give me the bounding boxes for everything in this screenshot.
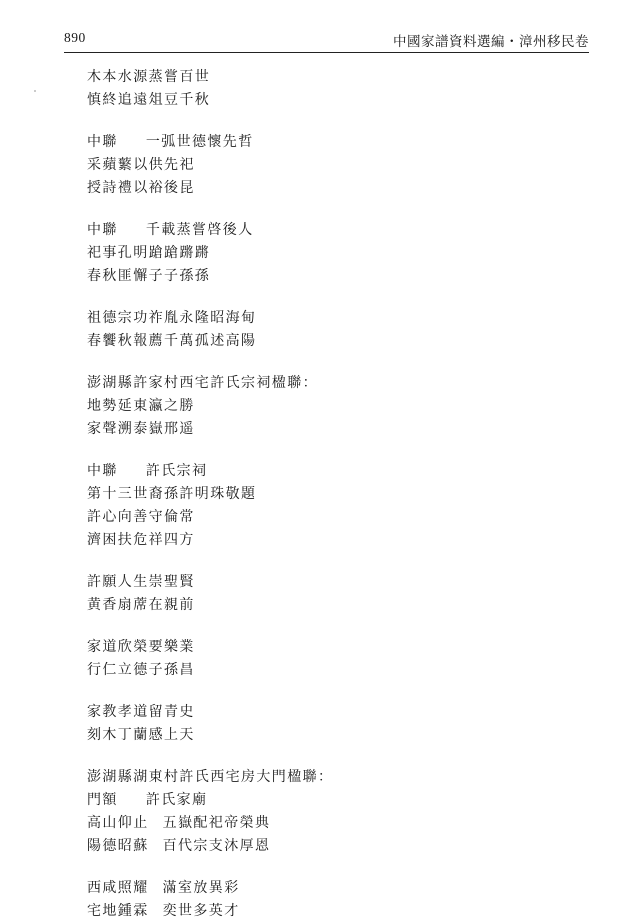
section-heading: [87, 372, 333, 395]
line-text: 地勢延東瀛之勝: [87, 398, 195, 414]
line-text: 家教孝道留青史: [87, 704, 195, 720]
line-left: 高山仰止: [87, 815, 149, 831]
page-header: [64, 30, 589, 56]
line-text: 濟困扶危祥四方: [87, 532, 195, 548]
line-left: 西咸照耀: [87, 880, 149, 896]
text-line: [87, 701, 333, 724]
block-gap: [87, 288, 333, 307]
line-text: 行仁立德子孫昌: [87, 662, 195, 678]
line-text: 許心向善守倫常: [87, 509, 195, 525]
text-line: [87, 330, 333, 353]
couplet-block: [87, 877, 333, 923]
text-line: [87, 154, 333, 177]
couplet-text-body: [87, 66, 333, 923]
line-text: 春饗秋報薦千萬孤述高陽: [87, 333, 257, 349]
text-line: [87, 877, 333, 900]
text-line: [87, 177, 333, 200]
block-gap: [87, 441, 333, 460]
couplet-block: [87, 636, 333, 682]
line-text: 刻木丁蘭感上天: [87, 727, 195, 743]
text-line: [87, 571, 333, 594]
text-line: [87, 659, 333, 682]
block-gap: [87, 747, 333, 766]
line-left: 宅地鍾霖: [87, 903, 149, 919]
line-text: 澎湖縣湖東村許氏西宅房大門楹聯：: [87, 769, 334, 785]
text-line: [87, 265, 333, 288]
text-line: [87, 636, 333, 659]
block-gap: [87, 858, 333, 877]
block-gap: [87, 353, 333, 372]
line-label: 中聯: [87, 222, 118, 238]
couplet-block: [87, 307, 333, 353]
text-line: [87, 789, 333, 812]
text-line: [87, 812, 333, 835]
text-line: [87, 835, 333, 858]
block-gap: [87, 552, 333, 571]
line-text: 祀事孔明蹌蹌蹡蹡: [87, 245, 211, 261]
line-text: 家聲溯泰嶽邢遥: [87, 421, 195, 437]
line-text: 千載蒸嘗啓後人: [145, 222, 254, 238]
text-line: [87, 307, 333, 330]
text-line: [87, 395, 333, 418]
line-text: 祖德宗功祚胤永隆昭海甸: [87, 310, 257, 326]
line-text: 家道欣榮要樂業: [87, 639, 195, 655]
couplet-block: [87, 66, 333, 112]
line-right: 奕世多英才: [162, 903, 240, 919]
line-text: 許願人生崇聖賢: [87, 574, 195, 590]
header-rule: [64, 52, 589, 53]
text-line: [87, 460, 333, 483]
couplet-block: [87, 372, 333, 441]
line-label: 門額: [87, 792, 118, 808]
text-line: [87, 242, 333, 265]
line-text: 春秋匪懈子子孫孫: [87, 268, 211, 284]
line-label: 中聯: [87, 134, 118, 150]
line-right: 五嶽配祀帝榮典: [162, 815, 271, 831]
text-line: [87, 89, 333, 112]
couplet-block: [87, 701, 333, 747]
text-line: [87, 66, 333, 89]
text-line: [87, 483, 333, 506]
couplet-block: [87, 219, 333, 288]
block-gap: [87, 617, 333, 636]
text-line: [87, 131, 333, 154]
line-text: 木本水源蒸嘗百世: [87, 69, 211, 85]
line-text: 采蘋蘩以供先祀: [87, 157, 195, 173]
text-line: [87, 900, 333, 923]
text-line: [87, 724, 333, 747]
line-right: 滿室放異彩: [162, 880, 240, 896]
block-gap: [87, 682, 333, 701]
couplet-block: [87, 131, 333, 200]
line-label: 中聯: [87, 463, 118, 479]
text-line: [87, 506, 333, 529]
line-text: 授詩禮以裕後昆: [87, 180, 195, 196]
line-text: 黄香扇蓆在親前: [87, 597, 195, 613]
section-heading: [87, 766, 333, 789]
line-left: 陽德昭蘇: [87, 838, 149, 854]
text-line: [87, 418, 333, 441]
line-text: 一弧世德懷先哲: [145, 134, 254, 150]
text-line: [87, 594, 333, 617]
block-gap: [87, 112, 333, 131]
line-text: 許氏家廟: [145, 792, 208, 808]
text-line: [87, 219, 333, 242]
line-right: 百代宗支沐厚恩: [162, 838, 271, 854]
line-text: 第十三世裔孫許明珠敬題: [87, 486, 257, 502]
line-text: 慎終追遠俎豆千秋: [87, 92, 211, 108]
couplet-block: [87, 571, 333, 617]
scan-speck: [34, 90, 36, 92]
text-line: [87, 529, 333, 552]
line-text: 澎湖縣許家村西宅許氏宗祠楹聯：: [87, 375, 318, 391]
block-gap: [87, 200, 333, 219]
running-title: 中國家譜資料選編・漳州移民卷: [393, 34, 589, 50]
couplet-block: [87, 460, 333, 552]
page-number: 890: [64, 30, 86, 45]
couplet-block: [87, 766, 333, 858]
line-text: 許氏宗祠: [145, 463, 208, 479]
